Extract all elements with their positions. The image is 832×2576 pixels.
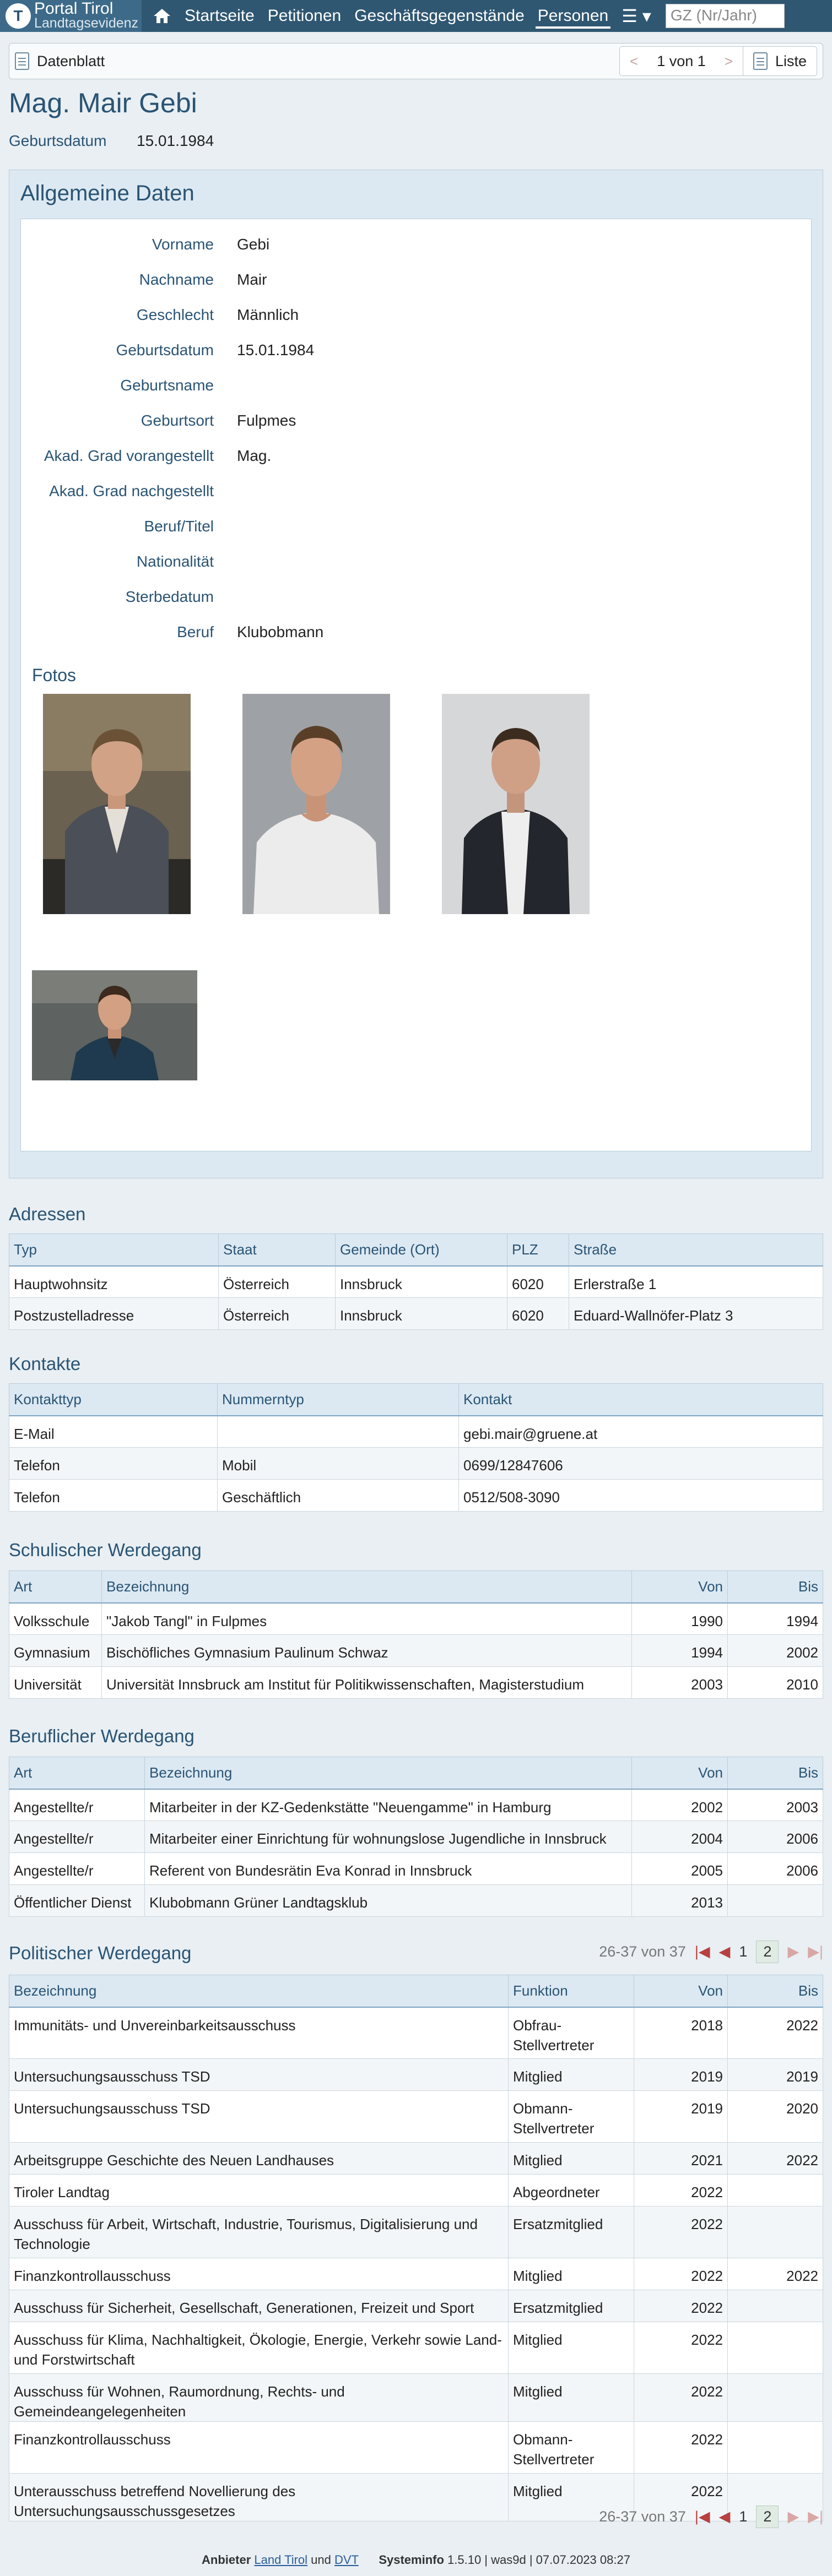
- person-photo[interactable]: [442, 694, 590, 914]
- birth-summary: [9, 132, 214, 150]
- footer-systeminfo-label: Systeminfo: [379, 2553, 444, 2567]
- cell: 2019: [634, 2059, 728, 2091]
- field-row: [21, 297, 812, 333]
- person-photo[interactable]: [242, 694, 390, 914]
- political-pager-bottom: [590, 2506, 823, 2528]
- cell: Mitglied: [509, 2143, 634, 2175]
- cell: E-Mail: [9, 1416, 218, 1448]
- field-row: [21, 403, 812, 438]
- cell: Unterausschuss betreffend Novellierung des Untersuchungsausschussgesetzes: [9, 2474, 509, 2521]
- column-header[interactable]: Art: [9, 1757, 145, 1789]
- cell: 2022: [634, 2374, 728, 2422]
- field-label: Nationalität: [136, 553, 214, 570]
- cell: Untersuchungsausschuss TSD: [9, 2091, 509, 2143]
- prev-page-icon[interactable]: ◀: [718, 1943, 731, 1960]
- cell: Mitglied: [509, 2474, 634, 2521]
- prev-record-icon[interactable]: <: [630, 52, 639, 69]
- cell: 2022: [728, 2007, 823, 2059]
- column-header[interactable]: Bis: [728, 1571, 823, 1603]
- cell: 2005: [632, 1853, 728, 1885]
- cell: 2022: [728, 2143, 823, 2175]
- cell: 2022: [634, 2175, 728, 2207]
- logo-title: Portal Tirol: [34, 0, 114, 18]
- top-navigation-bar: [0, 0, 832, 32]
- cell: Finanzkontrollausschuss: [9, 2258, 509, 2290]
- cell: Klubobmann Grüner Landtagsklub: [145, 1885, 632, 1917]
- cell: [728, 1885, 823, 1917]
- cell: 2019: [634, 2091, 728, 2143]
- cell: 2022: [634, 2322, 728, 2374]
- prev-page-icon[interactable]: ◀: [718, 2508, 731, 2525]
- field-label: Vorname: [152, 236, 214, 253]
- footer: [0, 2553, 832, 2567]
- table-row: [9, 2091, 823, 2143]
- table-row: [9, 1635, 823, 1667]
- cell: 2002: [728, 1635, 823, 1667]
- cell: Mitglied: [509, 2258, 634, 2290]
- table-row: [9, 2322, 823, 2374]
- field-row: [21, 333, 812, 368]
- contacts-table: [9, 1383, 823, 1512]
- column-header[interactable]: Straße: [569, 1234, 823, 1266]
- field-value: 15.01.1984: [237, 341, 315, 358]
- cell: Ausschuss für Sicherheit, Gesellschaft, Generationen, Freizeit und Sport: [9, 2290, 509, 2322]
- cell: Obfrau-Stellvertreter: [509, 2007, 634, 2059]
- field-label: Geschlecht: [136, 306, 214, 323]
- next-page-icon[interactable]: ▶: [787, 2508, 799, 2525]
- next-record-icon[interactable]: >: [724, 52, 733, 69]
- cell: Universität: [9, 1667, 102, 1699]
- field-value: Gebi: [237, 236, 270, 253]
- cell: Bischöfliches Gymnasium Paulinum Schwaz: [102, 1635, 632, 1667]
- table-row: [9, 1821, 823, 1853]
- table-row: [9, 1448, 823, 1480]
- column-header[interactable]: Bezeichnung: [9, 1975, 509, 2007]
- search-input[interactable]: GZ (Nr/Jahr): [666, 4, 785, 28]
- page-title: Mag. Mair Gebi: [9, 88, 197, 118]
- nav-geschaeftsgegenstaende[interactable]: Geschäftsgegenstände: [354, 7, 525, 25]
- political-career-title: Politischer Werdegang: [9, 1943, 192, 1963]
- field-row: [21, 544, 812, 579]
- cell: 2003: [632, 1667, 728, 1699]
- land-tirol-link[interactable]: Land Tirol: [254, 2553, 308, 2567]
- column-header[interactable]: Von: [632, 1757, 728, 1789]
- cell: Ausschuss für Klima, Nachhaltigkeit, Ökologie, Energie, Verkehr sowie Land- und Forstwirtschaft: [9, 2322, 509, 2374]
- page-link[interactable]: 1: [739, 2508, 748, 2525]
- cell: Immunitäts- und Unvereinbarkeitsausschuss: [9, 2007, 509, 2059]
- cell: 6020: [507, 1266, 569, 1298]
- general-data-content: [20, 219, 812, 1151]
- field-value: Männlich: [237, 306, 299, 323]
- cell: Mitarbeiter in der KZ-Gedenkstätte "Neuengamme" in Hamburg: [145, 1789, 632, 1821]
- footer-systeminfo-value: 1.5.10 | was9d | 07.07.2023 08:27: [447, 2553, 630, 2567]
- general-data-panel: [9, 170, 823, 1178]
- record-pager: [619, 46, 817, 76]
- table-row: [9, 1789, 823, 1821]
- field-row: [21, 368, 812, 403]
- field-row: [21, 509, 812, 544]
- table-row: [9, 2175, 823, 2207]
- career-table: [9, 1757, 823, 1917]
- nav-startseite[interactable]: Startseite: [185, 7, 255, 25]
- field-label: Geburtsort: [141, 412, 214, 429]
- cell: Volksschule: [9, 1603, 102, 1635]
- column-header[interactable]: Von: [632, 1571, 728, 1603]
- field-label: Akad. Grad nachgestellt: [49, 482, 214, 499]
- cell: 2006: [728, 1853, 823, 1885]
- current-page[interactable]: 2: [756, 1941, 779, 1963]
- field-value: Mag.: [237, 447, 272, 464]
- cell: [728, 2207, 823, 2258]
- cell: 2022: [634, 2290, 728, 2322]
- field-value: Klubobmann: [237, 623, 324, 640]
- cell: Ausschuss für Arbeit, Wirtschaft, Industrie, Tourismus, Digitalisierung und Technologie: [9, 2207, 509, 2258]
- tirol-logo-icon: T: [6, 3, 31, 29]
- pager-range: 26-37 von 37: [599, 1943, 686, 1960]
- table-row: [9, 1885, 823, 1917]
- career-title: Beruflicher Werdegang: [9, 1726, 195, 1746]
- cell: Gymnasium: [9, 1635, 102, 1667]
- cell: 2013: [632, 1885, 728, 1917]
- column-header[interactable]: Bis: [728, 1975, 823, 2007]
- footer-anbieter-label: Anbieter: [202, 2553, 251, 2567]
- cell: 2002: [632, 1789, 728, 1821]
- cell: 1994: [728, 1603, 823, 1635]
- birth-label: Geburtsdatum: [9, 132, 107, 149]
- cell: Innsbruck: [336, 1266, 507, 1298]
- field-label: Geburtsname: [120, 377, 214, 394]
- education-title: Schulischer Werdegang: [9, 1540, 202, 1560]
- cell: Ersatzmitglied: [509, 2290, 634, 2322]
- cell: 2022: [634, 2258, 728, 2290]
- cell: 2010: [728, 1667, 823, 1699]
- cell: Telefon: [9, 1448, 218, 1480]
- cell: 2022: [634, 2207, 728, 2258]
- cell: Telefon: [9, 1480, 218, 1512]
- field-label: Beruf/Titel: [144, 518, 214, 535]
- column-header[interactable]: Art: [9, 1571, 102, 1603]
- field-row: [21, 262, 812, 297]
- table-row: [9, 2059, 823, 2091]
- cell: Öffentlicher Dienst: [9, 1885, 145, 1917]
- cell: "Jakob Tangl" in Fulpmes: [102, 1603, 632, 1635]
- table-row: [9, 2258, 823, 2290]
- cell: Österreich: [219, 1298, 336, 1330]
- cell: [728, 2322, 823, 2374]
- person-photo[interactable]: [32, 970, 197, 1080]
- cell: Eduard-Wallnöfer-Platz 3: [569, 1298, 823, 1330]
- list-label: Liste: [775, 52, 807, 69]
- addresses-table: [9, 1233, 823, 1330]
- cell: Obmann-Stellvertreter: [509, 2091, 634, 2143]
- cell: 2021: [634, 2143, 728, 2175]
- column-header[interactable]: PLZ: [507, 1234, 569, 1266]
- column-header[interactable]: Gemeinde (Ort): [336, 1234, 507, 1266]
- cell: Mitglied: [509, 2374, 634, 2422]
- cell: 1990: [632, 1603, 728, 1635]
- cell: 2022: [728, 2258, 823, 2290]
- table-row: [9, 2007, 823, 2059]
- column-header[interactable]: Kontakt: [459, 1384, 823, 1416]
- cell: 2006: [728, 1821, 823, 1853]
- current-page[interactable]: 2: [756, 2506, 779, 2528]
- cell: Mitarbeiter einer Einrichtung für wohnungslose Jugendliche in Innsbruck: [145, 1821, 632, 1853]
- general-data-title: Allgemeine Daten: [20, 181, 195, 205]
- cell: Geschäftlich: [218, 1480, 459, 1512]
- cell: 2003: [728, 1789, 823, 1821]
- table-row: [9, 1416, 823, 1448]
- field-label: Beruf: [177, 623, 214, 640]
- field-label: Sterbedatum: [125, 588, 214, 605]
- menu-icon[interactable]: ☰ ▾: [622, 6, 651, 26]
- political-career-table: [9, 1975, 823, 2521]
- column-header[interactable]: Funktion: [509, 1975, 634, 2007]
- cell: 2022: [634, 2474, 728, 2521]
- cell: 6020: [507, 1298, 569, 1330]
- person-photo[interactable]: [43, 694, 191, 914]
- footer-and: und: [311, 2553, 331, 2567]
- last-page-icon[interactable]: ▶|: [808, 1943, 823, 1960]
- main-nav: [146, 0, 658, 32]
- field-value: Mair: [237, 271, 267, 288]
- pager-range: 26-37 von 37: [599, 2508, 686, 2525]
- field-value: Fulpmes: [237, 412, 296, 429]
- column-header[interactable]: Kontakttyp: [9, 1384, 218, 1416]
- list-icon: [753, 52, 768, 70]
- table-row: [9, 2290, 823, 2322]
- column-header[interactable]: Bis: [728, 1757, 823, 1789]
- column-header[interactable]: Bezeichnung: [145, 1757, 632, 1789]
- cell: Erlerstraße 1: [569, 1266, 823, 1298]
- home-icon[interactable]: [146, 0, 178, 32]
- table-row: [9, 2422, 823, 2474]
- cell: Universität Innsbruck am Institut für Politikwissenschaften, Magisterstudium: [102, 1667, 632, 1699]
- field-label: Geburtsdatum: [116, 341, 214, 358]
- column-header[interactable]: Bezeichnung: [102, 1571, 632, 1603]
- cell: Angestellte/r: [9, 1789, 145, 1821]
- cell: 2019: [728, 2059, 823, 2091]
- email-link[interactable]: gebi.mair@gruene.at: [459, 1416, 823, 1448]
- cell: Innsbruck: [336, 1298, 507, 1330]
- cell: [728, 2175, 823, 2207]
- birth-value: 15.01.1984: [137, 132, 214, 149]
- cell: Abgeordneter: [509, 2175, 634, 2207]
- cell: Postzustelladresse: [9, 1298, 219, 1330]
- photos-title: Fotos: [32, 665, 77, 685]
- field-row: [21, 438, 812, 474]
- nav-personen[interactable]: Personen: [531, 0, 615, 32]
- table-row: [9, 2143, 823, 2175]
- cell: Obmann-Stellvertreter: [509, 2422, 634, 2474]
- cell: [728, 2374, 823, 2422]
- field-label: Nachname: [139, 271, 214, 288]
- cell: Hauptwohnsitz: [9, 1266, 219, 1298]
- cell: Finanzkontrollausschuss: [9, 2422, 509, 2474]
- document-icon: [15, 52, 29, 70]
- column-header[interactable]: Typ: [9, 1234, 219, 1266]
- cell: Tiroler Landtag: [9, 2175, 509, 2207]
- table-row: [9, 1480, 823, 1512]
- portal-logo[interactable]: [0, 0, 142, 32]
- political-pager-top: [590, 1941, 823, 1963]
- table-row: [9, 1298, 823, 1330]
- cell: Referent von Bundesrätin Eva Konrad in Innsbruck: [145, 1853, 632, 1885]
- contacts-title: Kontakte: [9, 1354, 81, 1374]
- datasheet-toolbar: [9, 43, 823, 79]
- column-header[interactable]: Von: [634, 1975, 728, 2007]
- column-header[interactable]: Staat: [219, 1234, 336, 1266]
- field-label: Akad. Grad vorangestellt: [44, 447, 214, 464]
- logo-subtitle: Landtagsevidenz: [34, 15, 139, 31]
- addresses-title: Adressen: [9, 1204, 86, 1224]
- cell: Mobil: [218, 1448, 459, 1480]
- cell: Arbeitsgruppe Geschichte des Neuen Landhauses: [9, 2143, 509, 2175]
- cell: Angestellte/r: [9, 1853, 145, 1885]
- cell: Mitglied: [509, 2322, 634, 2374]
- first-page-icon[interactable]: |◀: [694, 1943, 710, 1960]
- table-row: [9, 2374, 823, 2422]
- first-page-icon[interactable]: |◀: [694, 2508, 710, 2525]
- table-row: [9, 1853, 823, 1885]
- nav-petitionen[interactable]: Petitionen: [267, 7, 342, 25]
- table-row: [9, 1667, 823, 1699]
- cell: 2020: [728, 2091, 823, 2143]
- column-header[interactable]: Nummerntyp: [218, 1384, 459, 1416]
- field-row: [21, 579, 812, 615]
- table-row: [9, 1266, 823, 1298]
- datasheet-label: Datenblatt: [37, 52, 105, 69]
- cell: 2018: [634, 2007, 728, 2059]
- cell: 0512/508-3090: [459, 1480, 823, 1512]
- table-row: [9, 2207, 823, 2258]
- last-page-icon[interactable]: ▶|: [808, 2508, 823, 2525]
- page-link[interactable]: 1: [739, 1943, 748, 1960]
- cell: [728, 2422, 823, 2474]
- cell: Mitglied: [509, 2059, 634, 2091]
- cell: Untersuchungsausschuss TSD: [9, 2059, 509, 2091]
- cell: Ausschuss für Wohnen, Raumordnung, Rechts- und Gemeindeangelegenheiten: [9, 2374, 509, 2422]
- next-page-icon[interactable]: ▶: [787, 1943, 799, 1960]
- cell: Österreich: [219, 1266, 336, 1298]
- cell: Ersatzmitglied: [509, 2207, 634, 2258]
- cell: Angestellte/r: [9, 1821, 145, 1853]
- cell: [728, 2290, 823, 2322]
- list-button[interactable]: [743, 46, 817, 76]
- education-table: [9, 1570, 823, 1699]
- cell: 1994: [632, 1635, 728, 1667]
- dvt-link[interactable]: DVT: [334, 2553, 359, 2567]
- table-row: [9, 1603, 823, 1635]
- field-row: [21, 474, 812, 509]
- record-counter: 1 von 1: [657, 52, 706, 69]
- cell: 2004: [632, 1821, 728, 1853]
- field-row: [21, 615, 812, 650]
- field-row: [21, 227, 812, 262]
- cell: 0699/12847606: [459, 1448, 823, 1480]
- cell: [218, 1416, 459, 1448]
- cell: 2022: [634, 2422, 728, 2474]
